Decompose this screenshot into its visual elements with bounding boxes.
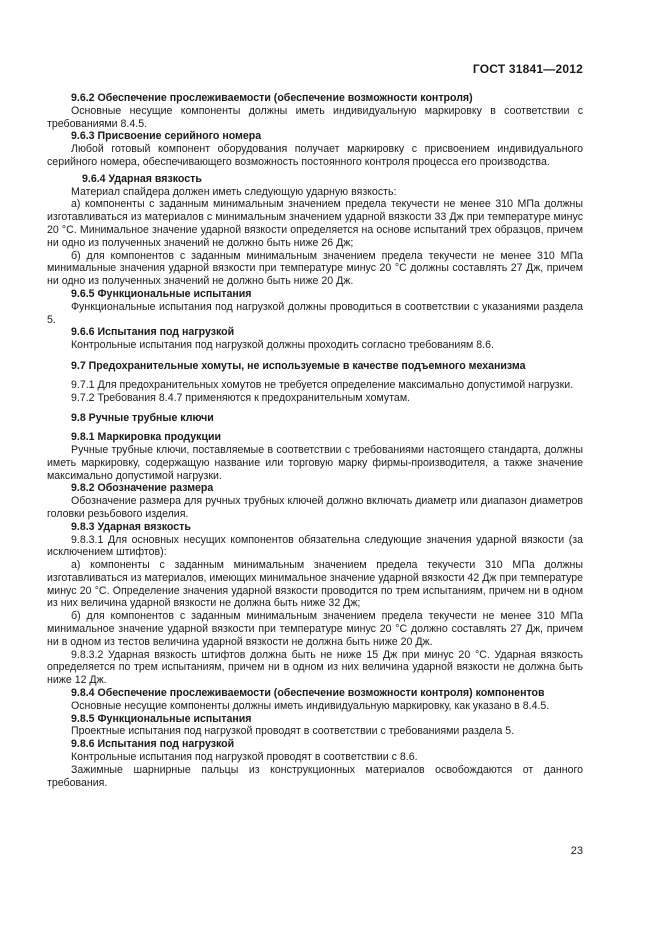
- paragraph: Основные несущие компоненты должны иметь индивидуальную маркировку, как указано в 8.4.5.: [71, 699, 550, 712]
- paragraph: Обозначение размера для ручных трубных ключей должно включать диаметр или диапазон диаметров головки резьбового изделия.: [47, 495, 583, 520]
- paragraph: а) компоненты с заданным минимальным значением предела текучести 310 МПа должны изготавливаться из материалов, имеющих минимальное значение ударной вязкости 42 Дж при температуре минус 20 °С. Определение значения ударной вязкости проводится по трем испытаниям, причем ни в одном из них величина ударной вязкости не должна быть ниже 32 Дж;: [47, 559, 583, 610]
- section-heading: 9.7 Предохранительные хомуты, не используемые в качестве подъемного механизма: [71, 359, 526, 372]
- section-heading: 9.8.1 Маркировка продукции: [71, 431, 222, 444]
- section-heading: 9.6.2 Обеспечение прослеживаемости (обеспечение возможности контроля): [71, 92, 473, 104]
- paragraph: 9.7.2 Требования 8.4.7 применяются к предохранительным хомутам.: [71, 391, 411, 404]
- paragraph: б) для компонентов с заданным минимальным значением предела текучести не менее 310 МПа минимальное значение ударной вязкости при температуре минус 20 °С должно составлять 27 Дж, причем ни в одном из тестов величина ударной вязкости не должна быть ниже 20 Дж.: [47, 610, 583, 648]
- paragraph: Функциональные испытания под нагрузкой должны проводиться в соответствии с указаниями раздела 5.: [47, 300, 583, 326]
- section-heading: 9.8.5 Функциональные испытания: [71, 712, 252, 725]
- paragraph: Проектные испытания под нагрузкой проводят в соответствии с требованиями раздела 5.: [71, 725, 515, 738]
- document-body: [47, 92, 583, 789]
- paragraph: 9.8.3.2 Ударная вязкость штифтов должна быть не ниже 15 Дж при минус 20 °С. Ударная вязкость определяется по трем испытаниям, причем ни в одном из них величина ударной вязкости не должна быть ниже 12 Дж.: [47, 648, 583, 687]
- paragraph: 9.8.3.1 Для основных несущих компонентов обязательна следующие значения ударной вязкости (за исключением штифтов):: [47, 533, 583, 559]
- section-heading: 9.6.4 Ударная вязкость: [82, 172, 202, 185]
- paragraph: Любой готовый компонент оборудования получает маркировку с присвоением индивидуального серийного номера, обеспечивающего возможность постоянного контроля процесса его производства.: [47, 143, 583, 168]
- section-heading: 9.8.2 Обозначение размера: [71, 482, 214, 495]
- paragraph: Контрольные испытания под нагрузкой проводят в соответствии с 8.6.: [71, 751, 418, 764]
- section-heading: 9.8.6 Испытания под нагрузкой: [71, 738, 235, 751]
- section-heading: 9.8 Ручные трубные ключи: [71, 412, 214, 425]
- section-heading: 9.8.3 Ударная вязкость: [71, 520, 191, 533]
- paragraph: Ручные трубные ключи, поставляемые в соответствии с требованиями настоящего стандарта, должны иметь маркировку, содержащую название или торговую марку фирмы-производителя, а также значение максимально допустимой нагрузки.: [47, 443, 583, 482]
- paragraph: Материал спайдера должен иметь следующую ударную вязкость:: [71, 185, 397, 198]
- page-number: 23: [570, 845, 583, 857]
- paragraph: 9.7.1 Для предохранительных хомутов не требуется определение максимально допустимой нагрузки.: [71, 378, 574, 391]
- paragraph: Основные несущие компоненты должны иметь индивидуальную маркировку в соответствии с требованиями 8.4.5.: [47, 104, 583, 130]
- paragraph: Контрольные испытания под нагрузкой должны проходить согласно требованиям 8.6.: [71, 339, 494, 352]
- section-heading: 9.8.4 Обеспечение прослеживаемости (обеспечение возможности контроля) компонентов: [71, 687, 545, 700]
- section-heading: 9.6.5 Функциональные испытания: [71, 287, 252, 300]
- paragraph: б) для компонентов с заданным минимальным значением предела текучести не менее 310 МПа минимальные значения ударной вязкости при температуре минус 20 °С должны составлять 27 Дж, причем ни одно из полученных значений не должно быть ниже 20 Дж.: [47, 249, 583, 288]
- section-heading: 9.6.6 Испытания под нагрузкой: [71, 326, 235, 339]
- section-heading: 9.6.3 Присвоение серийного номера: [71, 130, 262, 143]
- document-code: ГОСТ 31841—2012: [472, 62, 583, 76]
- paragraph: а) компоненты с заданным минимальным значением предела текучести не менее 310 МПа должны изготавливаться из материалов с минимальным значением ударной вязкости 33 Дж при температуре минус 20 °С. Минимальное значение ударной вязкости определяется на основе испытаний трех образцов, причем ни одно из полученных значений не должно быть ниже 26 Дж;: [47, 198, 583, 249]
- paragraph: Зажимные шарнирные пальцы из конструкционных материалов освобождаются от данного требования.: [47, 763, 583, 789]
